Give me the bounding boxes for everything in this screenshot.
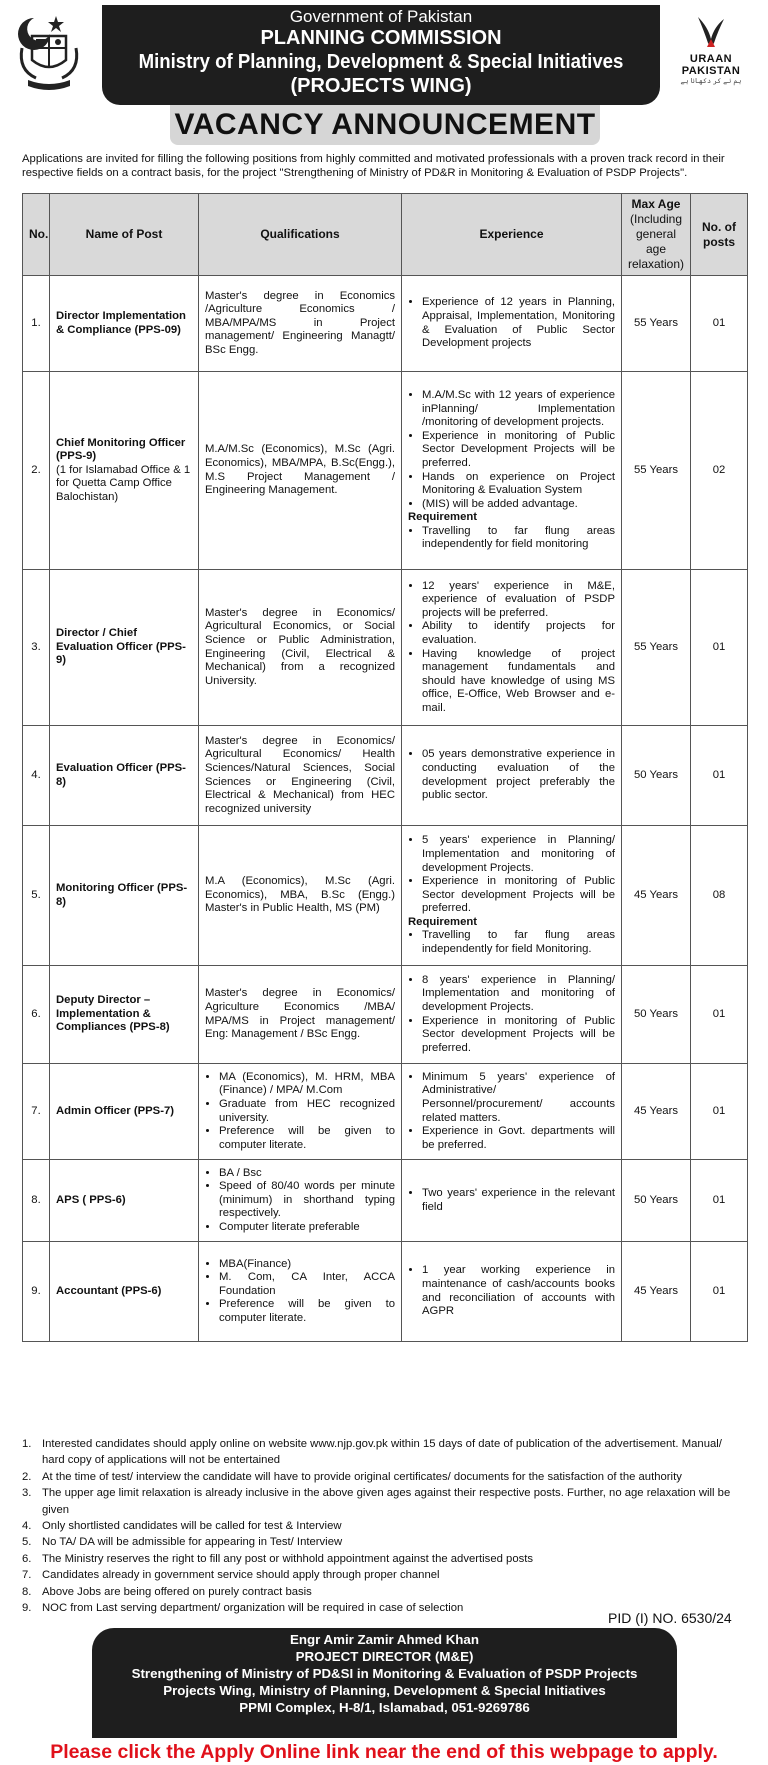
row-number: 4. xyxy=(23,726,50,826)
experience-cell xyxy=(402,1242,622,1342)
requirement-item: • Travelling to far flung areas independently for field Monitoring. xyxy=(422,929,615,956)
post-name-cell xyxy=(50,1242,199,1342)
qualification-item: • Preference will be given to computer literate. xyxy=(219,1298,395,1325)
col-header-no: No. xyxy=(23,194,50,276)
requirement-item-list xyxy=(408,525,615,552)
experience-item: • Experience in monitoring of Public Sector development Projects will be preferred. xyxy=(422,1015,615,1056)
note-text: Above Jobs are being offered on purely contract basis xyxy=(42,1585,312,1598)
qualifications-cell xyxy=(199,966,402,1064)
post-name: Monitoring Officer (PPS-8) xyxy=(56,881,188,908)
qualification-item-list xyxy=(205,1258,395,1326)
table-row xyxy=(23,726,748,826)
experience-cell xyxy=(402,726,622,826)
post-name: APS ( PPS-6) xyxy=(56,1193,126,1206)
note-number: 1. xyxy=(22,1438,32,1450)
note-text: The Ministry reserves the right to fill any post or withhold appointment against the advertised posts xyxy=(42,1552,534,1565)
col-header-posts: No. of posts xyxy=(691,194,748,276)
experience-item: • Having knowledge of project management fundamentals and should have knowledge of using MS office, E-Office, Web Browser and e-mail. xyxy=(422,648,615,716)
max-age-value: 55 Years xyxy=(622,276,691,372)
qualification-item-list xyxy=(205,1071,395,1153)
post-name-cell xyxy=(50,276,199,372)
experience-item-list xyxy=(408,1187,615,1214)
row-number: 6. xyxy=(23,966,50,1064)
government-label: Government of Pakistan xyxy=(289,7,473,26)
qualification-item: • Speed of 80/40 words per minute (minimum) in shorthand typing respectively. xyxy=(219,1180,395,1221)
col-header-max-age xyxy=(622,194,691,276)
qualifications-cell xyxy=(199,1064,402,1160)
experience-cell xyxy=(402,1064,622,1160)
qualification-item: • M. Com, CA Inter, ACCA Foundation xyxy=(219,1271,395,1298)
post-name-cell xyxy=(50,1160,199,1242)
max-age-value: 50 Years xyxy=(622,966,691,1064)
experience-item: • Experience in monitoring of Public Sector Development Projects will be preferred. xyxy=(422,430,615,471)
note-item xyxy=(22,1485,747,1518)
post-name: Evaluation Officer (PPS-8) xyxy=(56,761,186,788)
header-banner xyxy=(102,5,660,105)
experience-cell xyxy=(402,1160,622,1242)
qualifications-cell xyxy=(199,372,402,570)
footer-designation: PROJECT DIRECTOR (M&E) xyxy=(295,1649,474,1664)
footer-name: Engr Amir Zamir Ahmed Khan xyxy=(290,1632,479,1647)
note-text: Only shortlisted candidates will be called for test & Interview xyxy=(42,1520,342,1533)
post-name-cell xyxy=(50,966,199,1064)
max-age-value: 50 Years xyxy=(622,1160,691,1242)
max-age-value: 45 Years xyxy=(622,826,691,966)
footer-banner xyxy=(92,1628,677,1738)
qualification-item: • Preference will be given to computer literate. xyxy=(219,1125,395,1152)
experience-item: • Experience in monitoring of Public Sector development Projects will be preferred. xyxy=(422,875,615,916)
row-number: 7. xyxy=(23,1064,50,1160)
note-number: 5. xyxy=(22,1536,32,1549)
requirement-item: • Travelling to far flung areas independently for field monitoring xyxy=(422,525,615,552)
posts-count: 08 xyxy=(691,826,748,966)
qualification-item: • Computer literate preferable xyxy=(219,1221,395,1235)
experience-item: • 8 years' experience in Planning/ Implementation and monitoring of development Projects. xyxy=(422,974,615,1015)
experience-item-list xyxy=(408,1264,615,1318)
experience-cell xyxy=(402,966,622,1064)
experience-item: • Two years' experience in the relevant field xyxy=(422,1187,615,1214)
posts-count: 01 xyxy=(691,276,748,372)
requirement-item-list xyxy=(408,929,615,956)
note-text: Candidates already in government service should apply through proper channel xyxy=(42,1569,440,1582)
post-name: Deputy Director – Implementation & Compliances (PPS-8) xyxy=(56,994,170,1034)
note-text: Interested candidates should apply online on website www.njp.gov.pk within 15 days of date of publication of the advertisement. Manual/ hard copy of applications will not be entertained xyxy=(42,1438,722,1467)
qualification-item: • BA / Bsc xyxy=(219,1167,395,1181)
table-header-row xyxy=(23,194,748,276)
footer-address: PPMI Complex, H-8/1, Islamabad, 051-9269786 xyxy=(239,1700,530,1715)
max-age-sublabel: (Including general age relaxation) xyxy=(628,212,685,271)
qualification-text: M.A/M.Sc (Economics), M.Sc (Agri. Economics), MBA/MPA, B.Sc(Engg.), M.S Project Management / Engineering Management. xyxy=(205,443,395,497)
posts-count: 01 xyxy=(691,570,748,726)
qualification-text: Master's degree in Economics/ Agriculture Economics /MBA/ MPA/MS in Project management/ Eng: Management / BSc Engg. xyxy=(205,987,395,1041)
row-number: 8. xyxy=(23,1160,50,1242)
experience-item: • Experience of 12 years in Planning, Appraisal, Implementation, Monitoring & Evaluation of Public Sector Development projects xyxy=(422,296,615,350)
row-number: 9. xyxy=(23,1242,50,1342)
qualification-text: Master's degree in Economics/ Agricultural Economics, or Social Science or Public Administration, Engineering (Civil, Electrical & Mechanical) from a recognized University. xyxy=(205,606,395,687)
post-name: Accountant (PPS-6) xyxy=(56,1284,162,1297)
experience-item: • Ability to identify projects for evaluation. xyxy=(422,620,615,647)
posts-count: 01 xyxy=(691,1160,748,1242)
vacancy-table xyxy=(22,193,748,1342)
note-item xyxy=(22,1551,747,1567)
note-number: 6. xyxy=(22,1552,32,1565)
pakistan-state-emblem-icon xyxy=(14,8,84,92)
page-title: VACANCY ANNOUNCEMENT xyxy=(170,105,600,145)
qualifications-cell xyxy=(199,570,402,726)
ministry-label: Ministry of Planning, Development & Special Initiatives xyxy=(138,51,624,73)
qualification-text: M.A (Economics), M.Sc (Agri. Economics), MBA, B.Sc (Engg.) Master's in Public Health, MS (PM) xyxy=(205,875,395,915)
max-age-value: 55 Years xyxy=(622,570,691,726)
col-header-qualifications: Qualifications xyxy=(199,194,402,276)
experience-item: • Minimum 5 years' experience of Administrative/ Personnel/procurement/ accounts related matters. xyxy=(422,1071,615,1125)
experience-item-list xyxy=(408,974,615,1056)
apply-online-banner: Please click the Apply Online link near the end of this webpage to apply. xyxy=(50,1741,718,1763)
qualification-item: • MBA(Finance) xyxy=(219,1258,395,1272)
uraan-text: URAAN xyxy=(689,53,733,65)
note-text: The upper age limit relaxation is already inclusive in the above given ages against their respective posts. Further, no age relaxation will be given xyxy=(42,1487,731,1516)
posts-count: 02 xyxy=(691,372,748,570)
experience-cell xyxy=(402,570,622,726)
qualifications-cell xyxy=(199,1242,402,1342)
experience-item-list xyxy=(408,748,615,802)
note-item xyxy=(22,1534,747,1550)
notes-list xyxy=(22,1436,747,1616)
col-header-post: Name of Post xyxy=(50,194,199,276)
note-item xyxy=(22,1469,747,1485)
post-note: (1 for Islamabad Office & 1 for Quetta Camp Office Balochistan) xyxy=(56,463,191,503)
experience-item: • 5 years' experience in Planning/ Implementation and monitoring of development Projects. xyxy=(422,834,615,875)
experience-item: • M.A/M.Sc with 12 years of experience inPlanning/ Implementation /monitoring of development projects. xyxy=(422,389,615,430)
qualification-item: • MA (Economics), M. HRM, MBA (Finance) / MPA/ M.Com xyxy=(219,1071,395,1098)
note-text: NOC from Last serving department/ organization will be required in case of selection xyxy=(42,1602,464,1615)
qualification-item-list xyxy=(205,1167,395,1235)
qualifications-cell xyxy=(199,726,402,826)
post-name: Director Implementation & Compliance (PPS-09) xyxy=(56,309,186,336)
pakistan-text: PAKISTAN xyxy=(681,65,741,77)
requirement-label: Requirement xyxy=(408,915,478,928)
experience-item: • 12 years' experience in M&E, experience of evaluation of PSDP projects will be preferred. xyxy=(422,580,615,621)
qualification-text: Master's degree in Economics /Agriculture Economics / MBA/MPA/MS in Project management/ Engineering Managtt/ BSc Engg. xyxy=(205,289,395,356)
qualifications-cell xyxy=(199,1160,402,1242)
posts-count: 01 xyxy=(691,1242,748,1342)
max-age-value: 45 Years xyxy=(622,1064,691,1160)
table-row xyxy=(23,570,748,726)
note-item xyxy=(22,1436,747,1469)
note-number: 9. xyxy=(22,1602,32,1615)
note-number: 7. xyxy=(22,1569,32,1582)
qualification-text: Master's degree in Economics/ Agricultural Economics/ Health Sciences/Natural Sciences, Social Sciences or Engineering (Civil, Electrical & Mechanical) from HEC recognized university xyxy=(205,734,395,815)
row-number: 1. xyxy=(23,276,50,372)
uraan-pakistan-logo xyxy=(666,5,756,95)
experience-item-list xyxy=(408,580,615,716)
pid-number: PID (I) NO. 6530/24 xyxy=(608,1610,732,1626)
wing-label: (PROJECTS WING) xyxy=(290,75,472,97)
note-number: 8. xyxy=(22,1585,32,1598)
posts-count: 01 xyxy=(691,966,748,1064)
note-item xyxy=(22,1567,747,1583)
experience-item: • Hands on experience on Project Monitoring & Evaluation System xyxy=(422,471,615,498)
table-row xyxy=(23,1064,748,1160)
experience-cell xyxy=(402,826,622,966)
experience-item-list xyxy=(408,1071,615,1153)
experience-cell xyxy=(402,276,622,372)
post-name-cell xyxy=(50,372,199,570)
max-age-value: 55 Years xyxy=(622,372,691,570)
note-number: 2. xyxy=(22,1470,32,1483)
uraan-tagline: ہم نے کر دکھانا ہے xyxy=(680,78,742,85)
table-row xyxy=(23,826,748,966)
footer-project: Strengthening of Ministry of PD&SI in Monitoring & Evaluation of PSDP Projects xyxy=(131,1666,638,1681)
row-number: 3. xyxy=(23,570,50,726)
table-row xyxy=(23,1242,748,1342)
post-name-cell xyxy=(50,726,199,826)
experience-item: • 1 year working experience in maintenance of cash/accounts books and reconciliation of accounts with AGPR xyxy=(422,1264,615,1318)
footer-wing: Projects Wing, Ministry of Planning, Development & Special Initiatives xyxy=(163,1683,606,1698)
post-name-cell xyxy=(50,1064,199,1160)
experience-item-list xyxy=(408,389,615,511)
qualifications-cell xyxy=(199,276,402,372)
uraan-bird-icon xyxy=(694,13,728,51)
intro-paragraph: Applications are invited for filling the following positions from highly committed and motivated professionals with a proven track record in their respective fields on a contract basis, for the project "Strengthening of Ministry of PD&R in Monitoring & Evaluation of PSDP Projects". xyxy=(22,153,725,179)
experience-item-list xyxy=(408,296,615,350)
max-age-value: 50 Years xyxy=(622,726,691,826)
row-number: 2. xyxy=(23,372,50,570)
note-number: 4. xyxy=(22,1520,32,1533)
col-header-experience: Experience xyxy=(402,194,622,276)
table-row xyxy=(23,276,748,372)
experience-item-list xyxy=(408,834,615,916)
post-name: Chief Monitoring Officer (PPS-9) xyxy=(56,436,186,463)
note-text: At the time of test/ interview the candidate will have to provide original certificates/ documents for the satisfaction of the authority xyxy=(42,1470,682,1483)
max-age-value: 45 Years xyxy=(622,1242,691,1342)
posts-count: 01 xyxy=(691,1064,748,1160)
row-number: 5. xyxy=(23,826,50,966)
qualifications-cell xyxy=(199,826,402,966)
post-name-cell xyxy=(50,826,199,966)
experience-item: • (MIS) will be added advantage. xyxy=(422,498,615,512)
experience-item: • 05 years demonstrative experience in conducting evaluation of the development project preferably the public sector. xyxy=(422,748,615,802)
post-name-cell xyxy=(50,570,199,726)
table-row xyxy=(23,966,748,1064)
post-name: Director / Chief Evaluation Officer (PPS-9) xyxy=(56,627,186,667)
header xyxy=(0,0,768,104)
requirement-label: Requirement xyxy=(408,511,478,524)
note-item xyxy=(22,1518,747,1534)
note-text: No TA/ DA will be admissible for appearing in Test/ Interview xyxy=(42,1536,343,1549)
note-number: 3. xyxy=(22,1487,32,1500)
table-row xyxy=(23,1160,748,1242)
note-item xyxy=(22,1584,747,1600)
table-row xyxy=(23,372,748,570)
experience-item: • Experience in Govt. departments will be preferred. xyxy=(422,1125,615,1152)
qualification-item: • Graduate from HEC recognized university. xyxy=(219,1098,395,1125)
post-name: Admin Officer (PPS-7) xyxy=(56,1104,175,1117)
posts-count: 01 xyxy=(691,726,748,826)
experience-cell xyxy=(402,372,622,570)
max-age-label: Max Age xyxy=(631,197,681,211)
commission-label: PLANNING COMMISSION xyxy=(260,27,502,49)
